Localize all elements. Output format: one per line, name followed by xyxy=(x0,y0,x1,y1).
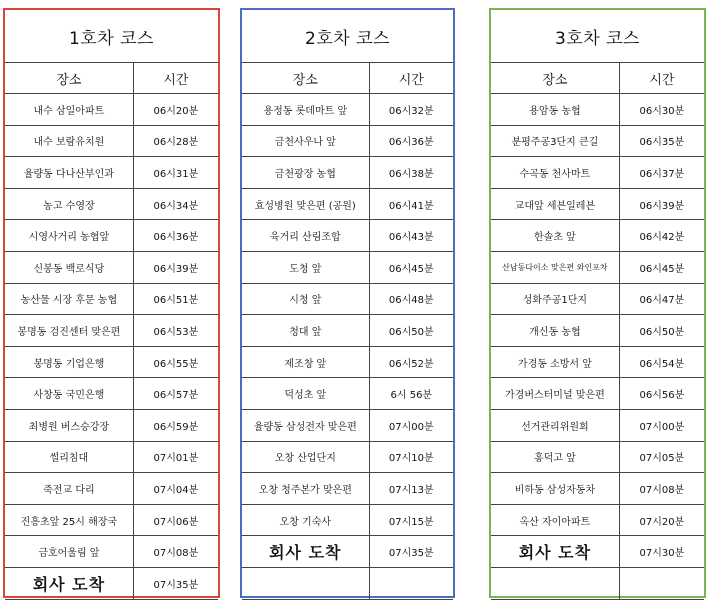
stop-place: 시영사거리 농협앞 xyxy=(5,220,133,252)
stop-row xyxy=(491,125,704,157)
stop-time: 6시 56분 xyxy=(369,378,453,410)
stop-place: 시청 앞 xyxy=(242,283,369,315)
stop-row xyxy=(5,315,218,347)
stop-time: 06시57분 xyxy=(133,378,218,410)
stop-time: 07시13분 xyxy=(369,473,453,505)
stop-row xyxy=(491,251,704,283)
place-header: 장소 xyxy=(491,63,619,94)
stop-time: 06시38분 xyxy=(369,157,453,189)
stop-place: 분평주공3단지 큰길 xyxy=(491,125,619,157)
course-title: 2호차 코스 xyxy=(242,10,453,63)
stop-time: 06시36분 xyxy=(369,125,453,157)
stop-time: 06시47분 xyxy=(619,283,704,315)
stop-row xyxy=(491,346,704,378)
stop-time: 06시39분 xyxy=(133,251,218,283)
stop-row xyxy=(5,504,218,536)
stop-time: 07시05분 xyxy=(619,441,704,473)
stop-place: 농산물 시장 후문 농협 xyxy=(5,283,133,315)
time-header: 시간 xyxy=(133,63,218,94)
stop-row xyxy=(5,251,218,283)
stop-row xyxy=(491,378,704,410)
stop-place: 개신동 농협 xyxy=(491,315,619,347)
stop-place: 한솔초 앞 xyxy=(491,220,619,252)
stop-row xyxy=(242,157,453,189)
stop-time xyxy=(619,567,704,599)
stop-place: 효성병원 맞은편 (공원) xyxy=(242,188,369,220)
stop-row xyxy=(491,94,704,126)
stop-row xyxy=(242,409,453,441)
stop-row xyxy=(5,188,218,220)
stop-place: 율량동 삼성전자 맞은편 xyxy=(242,409,369,441)
stop-time: 06시48분 xyxy=(369,283,453,315)
schedule-table xyxy=(242,63,453,600)
stop-time: 06시55분 xyxy=(133,346,218,378)
stop-row xyxy=(242,188,453,220)
stop-time: 07시08분 xyxy=(133,536,218,568)
time-header: 시간 xyxy=(619,63,704,94)
stop-row xyxy=(5,283,218,315)
stop-row xyxy=(491,283,704,315)
stop-place: 용정동 롯데마트 앞 xyxy=(242,94,369,126)
stop-time: 06시43분 xyxy=(369,220,453,252)
stop-time: 07시04분 xyxy=(133,473,218,505)
stop-time: 06시59분 xyxy=(133,409,218,441)
course-panel-3 xyxy=(489,8,706,598)
stop-row xyxy=(5,441,218,473)
stop-time: 07시00분 xyxy=(369,409,453,441)
stop-place: 선거관리위원회 xyxy=(491,409,619,441)
stop-place: 육거리 산림조합 xyxy=(242,220,369,252)
stop-place: 가경동 소방서 앞 xyxy=(491,346,619,378)
stop-row xyxy=(5,473,218,505)
arrival-label: 회사 도착 xyxy=(242,536,369,568)
stop-place: 교대앞 세븐일레븐 xyxy=(491,188,619,220)
arrival-label: 회사 도착 xyxy=(5,567,133,599)
stop-time: 06시41분 xyxy=(369,188,453,220)
stop-place: 신봉동 백로식당 xyxy=(5,251,133,283)
stop-row xyxy=(491,567,704,599)
course-title: 1호차 코스 xyxy=(5,10,218,63)
stop-place: 금천사우나 앞 xyxy=(242,125,369,157)
stop-time: 06시37분 xyxy=(619,157,704,189)
course-panel-2 xyxy=(240,8,455,598)
stop-place xyxy=(242,567,369,599)
stop-place: 수곡동 천사마트 xyxy=(491,157,619,189)
stop-place: 가경버스터미널 맞은편 xyxy=(491,378,619,410)
schedule-table xyxy=(491,63,704,600)
stop-time: 07시35분 xyxy=(369,536,453,568)
stop-row xyxy=(242,441,453,473)
stop-place: 내수 보람유치원 xyxy=(5,125,133,157)
stop-place: 오창 기숙사 xyxy=(242,504,369,536)
stop-time: 06시54분 xyxy=(619,346,704,378)
stop-time: 06시30분 xyxy=(619,94,704,126)
stop-row xyxy=(242,473,453,505)
table-header-row xyxy=(5,63,218,94)
stop-time: 06시56분 xyxy=(619,378,704,410)
stop-time: 06시45분 xyxy=(369,251,453,283)
stop-row xyxy=(491,504,704,536)
stop-time: 06시53분 xyxy=(133,315,218,347)
stop-place: 성화주공1단지 xyxy=(491,283,619,315)
stop-row xyxy=(5,536,218,568)
stop-row xyxy=(242,220,453,252)
stop-row xyxy=(491,157,704,189)
stop-row xyxy=(5,125,218,157)
stop-row xyxy=(5,346,218,378)
stop-row xyxy=(491,220,704,252)
stop-time: 07시20분 xyxy=(619,504,704,536)
stop-time: 06시32분 xyxy=(369,94,453,126)
time-header: 시간 xyxy=(369,63,453,94)
schedule-table xyxy=(5,63,218,600)
stop-place xyxy=(491,567,619,599)
stop-time: 06시45분 xyxy=(619,251,704,283)
stop-row xyxy=(491,409,704,441)
stop-time: 07시06분 xyxy=(133,504,218,536)
stop-row xyxy=(5,378,218,410)
stop-time: 07시00분 xyxy=(619,409,704,441)
stop-place: 최병원 버스승강장 xyxy=(5,409,133,441)
stop-row xyxy=(5,409,218,441)
stop-row xyxy=(242,125,453,157)
stop-place: 율량동 다나산부인과 xyxy=(5,157,133,189)
stop-row xyxy=(491,188,704,220)
stop-row xyxy=(5,94,218,126)
stop-place: 청대 앞 xyxy=(242,315,369,347)
stop-row xyxy=(242,251,453,283)
stop-row xyxy=(242,567,453,599)
stop-row xyxy=(5,220,218,252)
place-header: 장소 xyxy=(5,63,133,94)
stop-time: 06시52분 xyxy=(369,346,453,378)
stop-time: 07시10분 xyxy=(369,441,453,473)
stop-place: 내수 삼일아파트 xyxy=(5,94,133,126)
stop-row xyxy=(491,441,704,473)
stop-time: 06시42분 xyxy=(619,220,704,252)
stop-row xyxy=(491,473,704,505)
stop-row xyxy=(242,504,453,536)
stop-row xyxy=(242,346,453,378)
stop-place: 봉명동 검진센터 맞은편 xyxy=(5,315,133,347)
course-title: 3호차 코스 xyxy=(491,10,704,63)
stop-place: 용암동 농협 xyxy=(491,94,619,126)
stop-time: 07시08분 xyxy=(619,473,704,505)
stop-time: 07시30분 xyxy=(619,536,704,568)
stop-place: 농고 수영장 xyxy=(5,188,133,220)
stop-place: 사창동 국민은행 xyxy=(5,378,133,410)
stop-place: 오창 청주본가 맞은편 xyxy=(242,473,369,505)
arrival-label: 회사 도착 xyxy=(491,536,619,568)
stop-place: 산남동다이소 맞은편 와인포차 xyxy=(491,251,619,283)
stop-time: 07시35분 xyxy=(133,567,218,599)
stop-place: 덕성초 앞 xyxy=(242,378,369,410)
arrival-row xyxy=(242,536,453,568)
stop-place: 옥산 자이아파트 xyxy=(491,504,619,536)
stop-time: 07시15분 xyxy=(369,504,453,536)
stop-time: 06시34분 xyxy=(133,188,218,220)
stop-time: 06시50분 xyxy=(619,315,704,347)
stop-time: 06시35분 xyxy=(619,125,704,157)
stop-row xyxy=(242,94,453,126)
stop-time: 06시31분 xyxy=(133,157,218,189)
stop-place: 진흥초앞 25시 해장국 xyxy=(5,504,133,536)
stop-place: 제조창 앞 xyxy=(242,346,369,378)
stop-place: 홍덕고 앞 xyxy=(491,441,619,473)
stop-place: 오창 산업단지 xyxy=(242,441,369,473)
stop-place: 봉명동 기업은행 xyxy=(5,346,133,378)
stop-time xyxy=(369,567,453,599)
stop-time: 06시28분 xyxy=(133,125,218,157)
arrival-row xyxy=(5,567,218,599)
place-header: 장소 xyxy=(242,63,369,94)
stop-time: 06시39분 xyxy=(619,188,704,220)
stop-row xyxy=(242,283,453,315)
stop-row xyxy=(5,157,218,189)
stop-time: 06시20분 xyxy=(133,94,218,126)
stop-row xyxy=(491,315,704,347)
course-panel-1 xyxy=(3,8,220,598)
stop-place: 금천광장 농협 xyxy=(242,157,369,189)
stop-place: 썰리침대 xyxy=(5,441,133,473)
table-header-row xyxy=(242,63,453,94)
stop-time: 06시36분 xyxy=(133,220,218,252)
stop-place: 금호어울림 앞 xyxy=(5,536,133,568)
arrival-row xyxy=(491,536,704,568)
stop-place: 비하동 삼성자동차 xyxy=(491,473,619,505)
stop-time: 06시51분 xyxy=(133,283,218,315)
stop-place: 죽전교 다리 xyxy=(5,473,133,505)
table-header-row xyxy=(491,63,704,94)
stop-row xyxy=(242,315,453,347)
stop-row xyxy=(242,378,453,410)
stop-time: 07시01분 xyxy=(133,441,218,473)
stop-time: 06시50분 xyxy=(369,315,453,347)
stop-place: 도청 앞 xyxy=(242,251,369,283)
